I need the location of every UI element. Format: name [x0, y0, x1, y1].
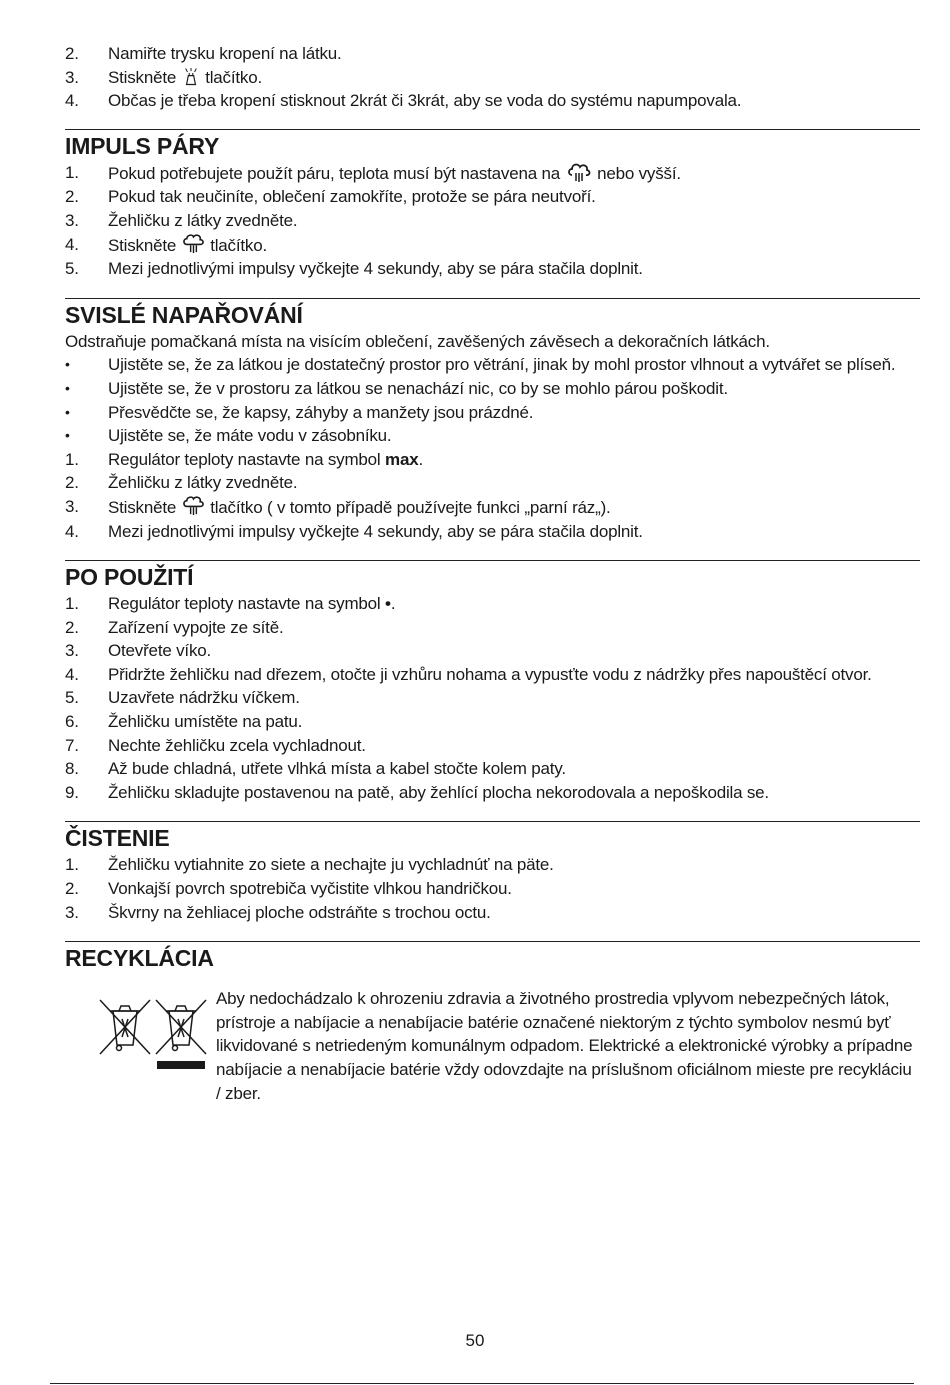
list-item	[65, 757, 920, 781]
page-number: 50	[465, 1331, 485, 1350]
steam-burst-icon	[183, 495, 204, 516]
item-text: Ujistěte se, že máte vodu v zásobníku.	[108, 426, 392, 446]
spray-icon	[183, 67, 199, 86]
footer-rule	[50, 1383, 914, 1384]
item-text-pre: Pokud potřebujete použít páru, teplota musí být nastavena na	[108, 163, 561, 183]
section-title: IMPULS PÁRY	[65, 132, 220, 159]
item-number: 4.	[65, 91, 79, 111]
item-number: 3.	[65, 641, 79, 661]
list-item	[65, 686, 920, 710]
item-text: Až bude chladná, utřete vlhká místa a kabel stočte kolem paty.	[108, 759, 566, 779]
list-item	[65, 185, 920, 209]
item-text-post: .	[390, 594, 396, 614]
item-number: 3.	[65, 496, 79, 516]
item-text-pre: Regulátor teploty nastavte na symbol	[108, 594, 381, 614]
item-number: 4.	[65, 664, 79, 684]
list-item	[65, 209, 920, 233]
item-text: Uzavřete nádržku víčkem.	[108, 688, 300, 708]
item-text-pre: Stiskněte	[108, 67, 177, 87]
bullet-symbol: •	[65, 403, 70, 420]
item-number: 4.	[65, 234, 79, 254]
item-number: 1.	[65, 855, 79, 875]
list-item	[65, 901, 920, 925]
item-text: Pokud tak neučiníte, oblečení zamokříte, protože se pára neutvoří.	[108, 187, 596, 207]
item-number: 7.	[65, 735, 79, 755]
bullet-item	[65, 377, 920, 401]
item-text: Nechte žehličku zcela vychladnout.	[108, 735, 366, 755]
item-number: 1.	[65, 594, 79, 614]
item-text: Žehličku z látky zvedněte.	[108, 210, 298, 230]
item-number: 2.	[65, 879, 79, 899]
item-number: 8.	[65, 759, 79, 779]
crossed-bin-icon	[100, 1000, 150, 1054]
item-text-pre: Stiskněte	[108, 497, 177, 517]
item-text: Žehličku umístěte na patu.	[108, 712, 303, 732]
page-content	[65, 42, 920, 1117]
steam-cloud-icon	[567, 161, 591, 183]
section-cistenie	[65, 821, 920, 924]
section-svisle-naparovani	[65, 298, 920, 543]
item-number: 1.	[65, 162, 79, 182]
item-number: 4.	[65, 521, 79, 541]
section-impuls-pary	[65, 129, 920, 281]
list-item	[65, 448, 920, 472]
list-item	[65, 781, 920, 805]
list-item	[65, 161, 920, 186]
item-text-post: nebo vyšší.	[597, 163, 681, 183]
item-number: 3.	[65, 67, 79, 87]
list-item	[65, 616, 920, 640]
list-item	[65, 66, 920, 90]
list-item	[65, 495, 920, 520]
steam-burst-icon	[183, 233, 204, 254]
item-text: Přidržte žehličku nad dřezem, otočte ji vzhůru nohama a vypusťte vodu z nádržky přes napouštěcí otvor.	[108, 664, 872, 684]
list-item	[65, 520, 920, 544]
item-number: 2.	[65, 617, 79, 637]
max-symbol: max	[385, 449, 419, 469]
item-number: 3.	[65, 902, 79, 922]
bullet-item	[65, 353, 920, 377]
bullet-symbol: •	[65, 379, 70, 396]
list-item	[65, 853, 920, 877]
item-text: Otevřete víko.	[108, 641, 212, 661]
item-number: 1.	[65, 449, 79, 469]
item-number: 6.	[65, 712, 79, 732]
item-text: Namiřte trysku kropení na látku.	[108, 44, 342, 63]
item-text: Žehličku vytiahnite zo siete a nechajte ju vychladnúť na päte.	[108, 855, 554, 875]
bullet-item	[65, 424, 920, 448]
recycle-symbols	[97, 997, 207, 1071]
item-number: 9.	[65, 782, 79, 802]
section-intro: Odstraňuje pomačkaná místa na visícím oblečení, zavěšených závěsech a dekoračních látkách.	[65, 331, 770, 351]
list-item	[65, 233, 920, 258]
list-item	[65, 734, 920, 758]
section-title: ČISTENIE	[65, 825, 170, 852]
item-text-post: tlačítko.	[210, 235, 267, 255]
dot-symbol: •	[385, 594, 391, 614]
item-text: Mezi jednotlivými impulsy vyčkejte 4 sekundy, aby se pára stačila doplnit.	[108, 259, 643, 279]
list-item	[65, 257, 920, 281]
item-text: Ujistěte se, že za látkou je dostatečný prostor pro větrání, jinak by mohl prostor vlhnout a vytvářet se plíseň.	[108, 355, 896, 375]
list-item	[65, 592, 920, 616]
section-recyklacia	[65, 941, 920, 1117]
recycle-block	[65, 987, 920, 1117]
bullet-symbol: •	[65, 427, 70, 444]
list-item	[65, 639, 920, 663]
recycle-notice: Aby nedochádzalo k ohrozeniu zdravia a životného prostredia vplyvom nebezpečných látok, prístroje a nabíjacie a nenabíjacie batérie označené niektorým z týchto symbolov nesmú byť likvidované s netriedeným komunálnym odpadom. Elektrické a elektronické výrobky a prípadne nabíjacie a nenabíjacie batérie vždy odovzdajte na príslušnom oficiálnom mieste pre recykláciu / zber.	[216, 989, 913, 1103]
list-item	[65, 42, 920, 66]
item-number: 2.	[65, 473, 79, 493]
item-text: Škvrny na žehliacej ploche odstráňte s trochou octu.	[108, 902, 491, 922]
item-text: Vonkajší povrch spotrebiča vyčistite vlhkou handričkou.	[108, 879, 512, 899]
item-text: Občas je třeba kropení stisknout 2krát či 3krát, aby se voda do systému napumpovala.	[108, 91, 742, 111]
item-number: 3.	[65, 210, 79, 230]
section-title: RECYKLÁCIA	[65, 945, 214, 972]
bullet-symbol: •	[65, 356, 70, 373]
list-item	[65, 471, 920, 495]
item-number: 5.	[65, 688, 79, 708]
list-item	[65, 663, 920, 687]
list-item	[65, 877, 920, 901]
item-text-post: .	[418, 449, 424, 469]
item-text: Žehličku z látky zvedněte.	[108, 473, 298, 493]
intro-list	[65, 42, 920, 113]
item-text-post: tlačítko ( v tomto případě používejte funkci „parní ráz„).	[210, 497, 611, 517]
item-text: Žehličku skladujte postavenou na patě, aby žehlící plocha nekorodovala a nepoškodila se.	[108, 782, 769, 802]
section-po-pouziti	[65, 560, 920, 804]
item-text: Přesvědčte se, že kapsy, záhyby a manžety jsou prázdné.	[108, 402, 534, 422]
item-text: Zařízení vypojte ze sítě.	[108, 617, 284, 637]
item-text: Mezi jednotlivými impulsy vyčkejte 4 sekundy, aby se pára stačila doplnit.	[108, 521, 643, 541]
item-text-pre: Stiskněte	[108, 235, 177, 255]
section-title: SVISLÉ NAPAŘOVÁNÍ	[65, 301, 303, 328]
section-title: PO POUŽITÍ	[65, 564, 194, 591]
item-text-pre: Regulátor teploty nastavte na symbol	[108, 449, 381, 469]
item-number: 5.	[65, 259, 79, 279]
crossed-bin-bar-icon	[156, 1000, 206, 1069]
item-number: 2.	[65, 44, 79, 63]
list-item	[65, 710, 920, 734]
item-number: 2.	[65, 187, 79, 207]
bullet-item	[65, 401, 920, 425]
item-text: Ujistěte se, že v prostoru za látkou se nenachází nic, co by se mohlo párou poškodit.	[108, 378, 728, 398]
list-item	[65, 89, 920, 113]
item-text-post: tlačítko.	[205, 67, 262, 87]
